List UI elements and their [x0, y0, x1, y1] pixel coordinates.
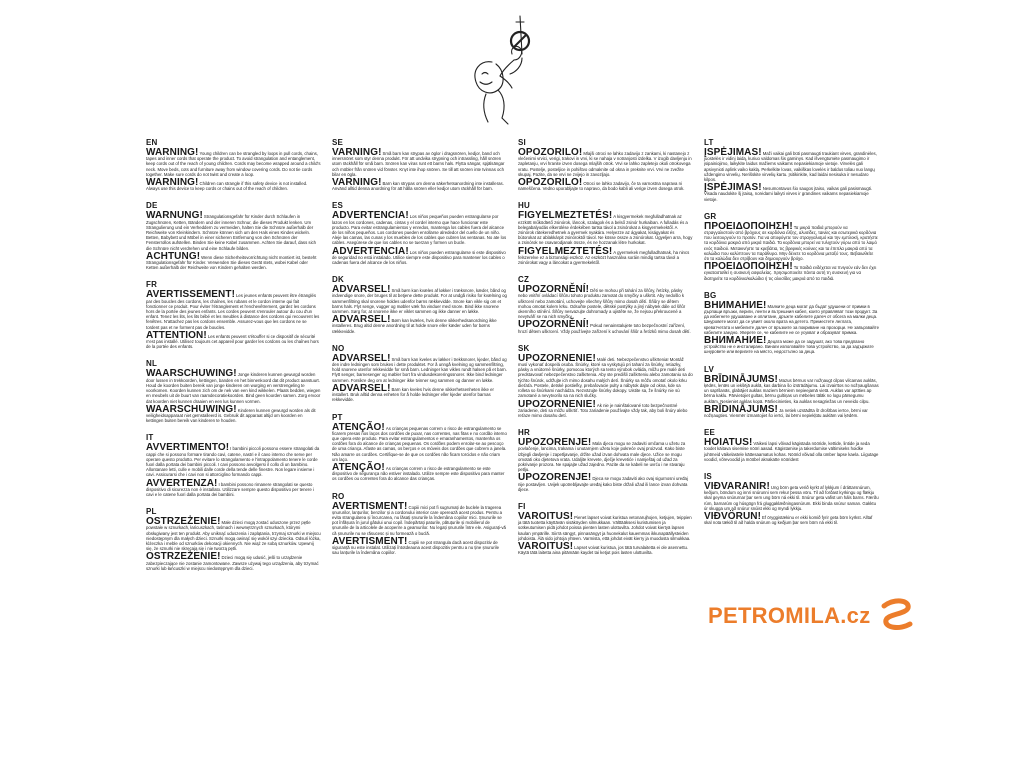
warning-heading: AVERTISMENT! [332, 535, 408, 547]
language-section-cz [518, 275, 693, 334]
warning-text: Copiii se pot strangula dacă acest dispozitiv de siguranță nu este instalat. Utilizați întotdeauna acest dispozitiv pentru a nu ține șnururile sau lanțurile la îndemâna copiilor. [332, 539, 499, 556]
warning-heading: FIGYELMEZTETÉS! [518, 210, 613, 222]
language-section-is [704, 472, 879, 525]
child-pulling-cord-illustration [462, 14, 562, 126]
warning-heading: ATTENTION! [146, 329, 207, 341]
warning-text: Децата може да се задушат, ако това предпазно устройство не е инсталирано. Винаги използвайте това устройство, за да задържате шнуровете или веригите на място, недостъпно за деца. [704, 339, 874, 355]
warning-text: Ak nie je nainštalované toto bezpečnostné zariadenie, deti sa môžu uškrtiť. Toto zariadenie používajte vždy tak, aby boli šnúry alebo reťaze mimo dosahu detí. [518, 402, 688, 418]
warning-text: Barn kan strypas om denna säkerhetsanordning inte installeras. Använd alltid denna anordning för att hålla snören eller kedjor utom räckhåll för barn. [332, 181, 504, 192]
language-section-es [332, 201, 507, 265]
warning-heading: WARNUNG! [146, 210, 203, 222]
warning-heading: AVERTISSEMENT! [146, 289, 235, 301]
warning-paragraph [146, 147, 321, 177]
warning-paragraph [332, 500, 507, 536]
warning-paragraph [704, 261, 879, 281]
warning-text: A gyermekek megfulladhatnak, ha nincs felszerelve ez a biztonsági eszköz. Az eszközt használva soráin mindig tartsa távol a zsinórokat vagy a láncokat a gyermekektől. [518, 249, 690, 266]
warning-paragraph [518, 210, 693, 246]
warning-text: Små barn kan strypas av öglor i dragsnören, kedjor, band och innersnöret som styr denna produkt. För att undvika strypning och intrassling, håll snören utom räckhåll för små barn. Snören kan viras runt ett barns hals. Flytta sängar, spjälsängar och möbler från snören vid fönster. Knyt inte ihop snören. Se till att snören inte tvinnas och bilar en ögla. [332, 151, 505, 177]
warning-text: Los niños pequeños pueden estrangularse por lazos en los cordones, cadenas, cintas y el cordel interno que hace funcionar este producto. Para evitar estrangulamientos y enredos, mantenga los cables fuera del alcance de los niños pequeños. Los cordones pueden enrollarse alrededor del cuello de un niño. Aleje las camas, las cunas y los muebles de los cables que cubren las ventanas. No ate los cables. Asegúrese de que los cables no se tuerzan y formen un bucle. [332, 214, 507, 246]
warning-heading: BRĪDINĀJUMS! [704, 403, 778, 415]
warning-paragraph [332, 284, 507, 315]
language-code: SI [518, 138, 526, 147]
warning-text: Pokud nenainstalujete toto bezpečnostní zařízení, hrozí dětem uškrcení. Vždy používejte zařízení k uchování šňůr a řetízků mimo dosah dětí. [518, 323, 691, 334]
language-section-lv [704, 365, 879, 418]
warning-paragraph [518, 398, 693, 419]
language-code: DK [332, 275, 344, 285]
language-code: HR [518, 428, 530, 438]
warning-column-4 [704, 138, 879, 535]
language-code: NO [332, 343, 345, 353]
language-code: FR [146, 280, 158, 290]
warning-paragraph [332, 461, 507, 482]
language-section-en [146, 138, 321, 191]
warning-text: Lapset voivat kuristua, jos tätä turvalaitetta ei ole asennettu. Käytä tätä laitetta aina pitämään kaydet tai ketjut pois lasten ulottuvilta. [518, 544, 689, 556]
warning-heading: HOIATUS! [704, 437, 753, 449]
warning-heading: OSTRZEŻENIE! [146, 516, 221, 528]
language-code: DE [146, 201, 158, 211]
language-section-de [146, 201, 321, 270]
warning-heading: BRĪDINĀJUMS! [704, 373, 778, 385]
warning-heading: FIGYELMEZTETÉS! [518, 245, 613, 257]
warning-heading: WAARSCHUWING! [146, 368, 237, 380]
warning-text: Τα μικρά παιδιά μπορούν να στραγγαλιστούν από βρόχους σε κορδόνια έλξης, αλυσίδες, ταινίες και εσωτερικά κορδόνια που λειτουργούν το προϊόν. Για να αποφύγετε τον στραγγαλισμό και την εμπλοκή, κρατήστε τα κορδόνια μακριά από μικρά παιδιά. Τα κορδόνια μπορεί να τυλιχτούν γύρω από το λαιμό ενός παιδιού. Μετακινήστε τα κρεβάτια, τις βρεφικές κούνιες και τα έπιπλα μακριά από τα καλώδια που καλύπτουν τα παράθυρα. Μην δένετε τα κορδόνια μεταξύ τους. Βεβαιωθείτε ότι τα καλώδια δεν στρίβουν και δημιουργούν βρόχο. [704, 224, 878, 262]
warning-text: Små børn kan kvæles af løkker i træksnore, kæder, bånd og indvendige snore, der bruges til at betjene dette produkt. For at undgå risiko for kvælning og sammenfiltring skal snorene holdes udenfor børns rækkevidde. Snore kan vikle sig om et barns hals. Flyt senge, vugger og møbler væk fra vinduer med snore. Bind ikke snorene sammen. Sørg for, at snorene ikke er viklet sammen og ikke danner en løkke. [332, 288, 507, 315]
language-section-fr [146, 280, 321, 349]
warning-heading: OSTRZEŻENIE! [146, 551, 221, 563]
language-section-bg [704, 291, 879, 355]
warning-paragraph [518, 472, 693, 492]
warning-heading: WAARSCHUWING! [146, 403, 237, 415]
warning-heading: ADVERTENCIA! [332, 210, 409, 222]
language-code: SK [518, 343, 530, 353]
warning-text: Les jeunes enfants peuvent être étranglés par des boucles des cordons, les chaînes, les rubans et le cordon interne qui fait fonctionner ce produit. Pour éviter l'étranglement et l'enchevêtrement, gardez les cordons hors de la portée des jeunes enfants. Les cordes peuvent s'enrouler autour du cou d'un enfant. Tenez les lits, les lits bébé et les meubles à distance des cordons qui recouvrent les fenêtres. N'attachez pas les cordons ensemble. Assurez-vous que les cordons ne se tordent pas et ne forment pas de boucles. [146, 293, 320, 330]
warning-paragraph [704, 147, 879, 183]
warning-text: Děti se mohou při tahání za šňůry, řetízky, pásky nebo vnitřní ovládací šňůru tohoto produktu zamotat do smyčky a uškrtit. Aby nedošlo k uškrcení nebo zamotání, uchovejte všechny šňůry mimo dosah dětí. Šňůry se dětem mohou omotat kolem krku. Odsuňte postele, dětské postýlky a jiný nábytek dále od šňůr okenního stínění. Šňůry nesvazujte dohromady a ujistěte se, že nejsou překroucené a nevytváří se na nich smyčky. [518, 288, 686, 320]
warning-text: Wenn diese Sicherheitsvorrichtung nicht montiert ist, besteht Strangulationsgefahr für Kinder. Verwenden Sie dieses Gerät stets, wobei Kabel oder Ketten außerhalb der Reichweite von Kindern gehalten werden. [146, 254, 317, 271]
language-section-hu [518, 201, 693, 265]
warning-paragraph [332, 177, 507, 192]
warning-paragraph [518, 284, 693, 320]
warning-text: Otroci se lahko zadavijo, če ta varnostna naprava ni nameščena. Vedno uporabljajte to napravo, da bodo kabli ali verige izven dosega otrok. [518, 181, 685, 192]
language-code: NL [146, 359, 158, 369]
warning-paragraph [518, 245, 693, 266]
language-code: EN [146, 138, 158, 147]
warning-heading: WARNING! [146, 147, 199, 158]
warning-text: Strangulationsgefahr für Kinder durch Schlaufen in Zugschnüren, Ketten, Bändern und der inneren Schnur, die dieses Produkt lenken. Um Strangulierung und ein Verheddern zu vermeiden, halten Sie die Schnüre außerhalb der Reichweite von Kleinkindern. Schnüre können sich um den Hals eines Kindes wickeln. Betten, Babybett und Möbel in einer sicheren Entfernung von den Schnüren der Fensterrollos aufstellen. Binden Sie keine Kabel zusammen. Achten Sie darauf, dass sich die Schnüre nicht verdrehen und eine Schlaufe bilden. [146, 214, 317, 251]
warning-heading: ĮSPĖJIMAS! [704, 147, 762, 158]
language-code: ES [332, 201, 344, 211]
language-section-si [518, 138, 693, 191]
language-code: LT [704, 138, 714, 147]
warning-text: Mlajši otroci se lahko zadavijo z zankami, ki nastanejo z vlečenimi vrvici, verigi, trakovi in vrvi, ki se nahaja v notranjosti izdelka. V izogib davljenju in zapletanju, vrvi hranite izven dosega mlajših otrok. Vrvi se lahko zapletejo okoli otrokovega vratu. Postelje, posteljice in pohištvo odmaknite od okna in preknite vrvi. Vrvi ne zvežite skupaj. Pazite, da se vrvi ne zvijejo in zavozljajo. [518, 151, 692, 177]
warning-text: Les enfants peuvent s'étouffer si ce dispositif de sécurité n'est pas installé. Utilisez toujours cet appareil pour garder les cordons ou les chaînes hors de la portée des enfants. [146, 333, 319, 350]
warning-paragraph [704, 403, 879, 418]
warning-heading: ADVARSEL! [332, 314, 391, 326]
warning-column-2 [332, 138, 507, 565]
warning-heading: ĮSPĖJIMAS! [704, 182, 762, 194]
language-section-dk [332, 275, 507, 334]
warning-paragraph [146, 403, 321, 424]
warning-column-3 [518, 138, 693, 565]
warning-paragraph [146, 551, 321, 571]
language-section-se [332, 138, 507, 191]
warning-heading: UPOZORNĚNÍ! [518, 284, 590, 296]
warning-heading: AVVERTENZA! [146, 477, 218, 489]
language-code: LV [704, 364, 715, 374]
language-code: EE [704, 428, 716, 438]
language-section-ee [704, 428, 879, 462]
language-section-it [146, 433, 321, 497]
warning-text: Children can strangle if this safety device is not installed. Always use this device to keep cords or chains out of the reach of children. [146, 181, 308, 192]
warning-heading: ATENÇÃO! [332, 461, 385, 473]
warning-heading: VARNING! [332, 177, 382, 189]
warning-heading: VAROITUS! [518, 540, 574, 552]
warning-text: Малките деца могат да бъдат удушени от примки в дърпащи връзки, вериги, ленти и вътрешния кабел, които управляват този продукт. За да избегнете удушаване и оплитане, дръжте кабелите далеч от обсега на малки деца. Шнуровете могат да се увият около врата на детето. Преместете леглата, креватчетата и мебелите далеч от връзките за покриване на прозорци. Не завързвайте кабелите заедно. Уверете се, че кабелите не се усукват и образуват примка. [704, 303, 879, 335]
petromila-logo [708, 598, 912, 638]
warning-heading: ADVERTENCIA! [332, 245, 409, 257]
warning-text: Barn kan kveles hvis denne sikkerhetsenheten ikke er installert. Bruk alltid denna enheten for å holde ledninger eller kjeder utenfor barnas rekkevidde. [332, 386, 494, 403]
warning-heading: ADVARSEL! [332, 284, 391, 296]
warning-heading: ADVARSEL! [332, 352, 391, 364]
warning-text: Małe dzieci mogą zostać uduszone przez pętle powstałe w sznurkach, łańcuszkach, taśmach i wewnętrznych sznurkach, którymi obsługiwany jest ten produkt. Aby uniknąć uduszenia i zaplątania, trzymaj sznurki w miejscu niedostępnym dla małych dzieci. Sznurki mogą owinąć się wokół szyi dziecka. Odsuń łóżka, łóżeczka i meble od sznurków dekoracji okiennych. Nie wiąż ze sobą sznurków. Upewnij się, że sznurki nie skręcają się i nie tworzą pętli. [146, 520, 321, 552]
warning-paragraph [146, 368, 321, 404]
warning-paragraph [332, 382, 507, 403]
warning-heading: VIÐVÖRUN! [704, 510, 762, 522]
warning-text: Los niños pueden estrangularse si este dispositivo de seguridad no está instalado. Utilice siempre este dispositivo para mantener los cables o cadenas fuera del alcance de los niños. [332, 249, 506, 266]
warning-paragraph [518, 437, 693, 473]
warning-text: A kisgyermekek megfulladhatnak az ezzkött működtető zsinórok, láncok, szalagok és a belső zsinór hurkaiban. A fulladás és a belegabalyodás elkerülése érdekében tartsa távol a zsinórokat a kisgyermekektől. A zsinórok rátekeredhetnek a gyermek nyakára. Helyezze az ágyakat, kiságyakat és bútorokat az ablakkárpit zsinóroktól távol. Ne kösse össze a zsinórokat. Ügyeljen arra, hogy a zsinórok ne csavarodjanak össze, és ne hozzanak létre hurkokat. [518, 214, 693, 246]
language-code: CZ [518, 275, 530, 285]
warning-text: Ja netiek uzstādīta šī drošības ierīce, bērni var nožņaugties. Vienmēr izmantojiet šo ierīci, lai bērni nepiekļūtu auklām vai ķēdēm. [704, 407, 868, 418]
language-code: HU [518, 201, 530, 211]
warning-text: Mala djeca mogu se zadaviti omčama u užetu za povlačenje, lancima, trakama i unutarnjem užetu koje pokreće ovaj proizvod. Kako biste izbjegli davljenje i zapetljavanje, držite užad izvan dohvata male djece. Užice se mogu omotati oko djetetova vrata. Udaljite krevete, dječje krevetiće i namještaj od užad za pokrivanje prozora. Ne spajajte užad zajedno. Pazite da se kabeli ne uvrću i ne stvaraju petlju. [518, 441, 686, 473]
warning-paragraph [146, 177, 321, 192]
warning-text: Djeca se mogu zadaviti ako ovaj sigurnosni uređaj nije postavljen. Uvijek upotrebljavajte uređaj kako biste držali užad ili lance izvan dohvata djece. [518, 476, 688, 492]
warning-text: Børn kan kvæles, hvis denne sikkerhedsanordning ikke installeres. Brug altid denne anordning til at holde snore eller kæder uden for børns rækkevidde. [332, 318, 497, 334]
warning-paragraph [704, 299, 879, 335]
warning-column-1 [146, 138, 321, 581]
language-section-ro [332, 492, 507, 556]
warning-paragraph [332, 421, 507, 462]
warning-text: Pienet lapset voivat kuristua vetonarujhojen, ketjujen, teippien ja tätä tuotetta käyttävän sisäköyden silmukkaan. Välttääksesi kuristumisen ja sotkeutumisen pidä johdot poissa pienten lasten ulottuvilta. Johdot voivat kiertyä lapsen kaulan ympärille. Siirrä sängyt, pinnasängyt ja huonekalut kauemmas ikkunapäällysteiden johdoista. Älä sido johtoja yhteen. Varmista, että johdot eivät kierry ja muodosta silmukkaa. [518, 514, 692, 541]
warning-text: Copiii mici pot fi sugrumați de buclele la tragerea șnururilor, lanțurilor, benzilor și a cordonului interior care operează acest produs. Pentru a evita strangularea și încurcarea, nu lăsați șnururile la îndemâna copiilor mici. Șnururile se pot înfășura în jurul gâtului unui copil. Îndepărtați paturile, pătuțurile și mobilierul de șnururile de la articolele de acoperire a geamurilor. Nu legați șnururile între ele. Asigurați-vă că șnururile nu se răsucesc și nu formează o buclă. [332, 504, 506, 536]
warning-heading: ACHTUNG! [146, 250, 201, 262]
warning-heading: ВНИМАНИЕ! [704, 299, 767, 311]
warning-paragraph [146, 210, 321, 251]
warning-text: Ef öryggistækinu er ekki komið fyrir geta börn kyrkst. Alltaf skal nota tækið til að halda snúrum og keðjum þar sem börn ná ekki til. [704, 514, 873, 526]
warning-heading: VAROITUS! [518, 510, 574, 522]
language-section-lt [704, 138, 879, 202]
brand-swirl-icon [880, 598, 914, 634]
language-section-sk [518, 344, 693, 418]
warning-heading: ВНИМАНИЕ! [704, 335, 767, 347]
language-code: FI [518, 501, 526, 511]
warning-text: Små barn kan kveles av løkker i trekksnorer, kjeder, bånd og den indre ledningen som brukes i dette produktet. For å unngå kvelning og sammenfiltring, hold snorene utenfor rekkevidde for små barn. Ledninger kan vikles rundt halsen på et barn. Flytt senger, barnesenger og møbler bort fra vindusdekoreringssnorer. Ikke bind ledninger sammen. Forsikre deg om at ledninger ikke tvinner seg sammen og danner en løkke. [332, 356, 507, 383]
language-code: BG [704, 290, 717, 300]
warning-paragraph [518, 319, 693, 334]
warning-paragraph [146, 329, 321, 350]
warning-paragraph [518, 510, 693, 541]
warning-paragraph [332, 210, 507, 246]
warning-text: Maži vaikai gali būti pasmaugti traukiant virves, grandinėles, juostelės ir vidinį laidą, kuriuo valdomas šis gaminys. Kad išvengtumėte pasmaugimo ir įsipainiojimo, laikykite laidus mažiems vaikams nepasiekiamoje vietoje. Virvelės gali apsivynioti aplink vaiko kaklą. Perkelkite lovas, vaikiškas lovelės ir baldus toliau nuo langų uždengimo virvelių. Nerišskite virvelių kartu. Įsitikinkite, kad laidai nesisuka ir nesudaro kilpos. [704, 151, 877, 183]
warning-paragraph [518, 147, 693, 177]
language-section-fi [518, 502, 693, 555]
warning-heading: VARNING! [332, 147, 382, 158]
language-code: PT [332, 412, 343, 422]
language-code: IS [704, 471, 712, 481]
warning-paragraph [704, 182, 879, 202]
warning-paragraph [704, 335, 879, 355]
warning-text: I bambini piccoli possono essere strangolati da cappi che si possono formare tirando cavi, catene, nastri e il cavo interno che serve per operare questo prodotto. Per evitare lo strangolamento e l'intrappolamento tenere le corde fuori dalla portata dei bambini piccoli. I cavi possono avvolgersi il collo di un bambino. Allontanare letti, culle e mobili dalle corde della tende delle finestre. Non legare insieme i cavi. Assicurarsi che i cavi non si attorciglino formando cappi. [146, 446, 320, 478]
warning-heading: UPOZORENJE! [518, 437, 592, 449]
warning-heading: ADVARSEL! [332, 382, 391, 394]
language-section-hr [518, 428, 693, 492]
warning-paragraph [704, 480, 879, 511]
warning-heading: ΠΡΟΕΙΔΟΠΟΙΗΣΗ! [704, 220, 793, 232]
warning-paragraph [146, 516, 321, 552]
warning-heading: UPOZORNĚNÍ! [518, 319, 590, 331]
warning-text: Mazus bērnus var nožņaugt cilpas vilcamas auklās, ķēdēs, lentēs un iekšējā auklā, kas darbina šo izstrādājumu. Lai izvairītos no nožņaugšanas un sapīšanās, glabājiet auklas maziem bērniem nepieejamā vietā. Auklas var aptīties ap bērna kaklu. Pārvietojiet gultas, bērnu gultiņas un mēbeles tālāk no logu pārsegumu auklām. Nesieniet auklas kopā. Pārliecinieties, ka auklas nesagriežas un neveido cilpu. [704, 377, 879, 404]
warning-heading: ATENÇÃO! [332, 421, 385, 433]
warning-text: I bambini possono rimanere strangolati se questo dispositivo di sicurezza non è installato. Utilizzare sempre questo dispositivo per tenere i cavi e le catene fuori dalla portata dei bambini. [146, 481, 314, 497]
warning-heading: OPOZORILO! [518, 177, 583, 189]
warning-heading: UPOZORENJE! [518, 472, 592, 484]
warning-text: As crianças correm o risco de estrangulamento se este dispositivo de segurança não estiver instalado. Utilize sempre este dispositivo para manter os cordões ou correntes fora do alcance das crianças. [332, 465, 505, 482]
warning-text: As crianças pequenas correm o risco de estrangulamento se ficarem presas nos laços dos cordões de puxar, nas correntes, nas fitas e no cordão interno que opera este produto. Para evitar estrangulamentos e emaranhamentos, mantenha os cordões fora do alcance de crianças pequenas. Os cordões podem enrolar-se ao pescoço de uma criança. Afaste as camas, os berços e os móveis dos cordões que cobrem a janela. Não amarre os cordões. Certifique-se de que os cordões não ficam torcidos e não criam um laço. [332, 425, 507, 462]
warning-paragraph [332, 147, 507, 177]
language-code: RO [332, 491, 345, 501]
warning-paragraph [704, 510, 879, 526]
language-code: GR [704, 211, 717, 221]
warning-paragraph [704, 373, 879, 404]
language-section-pl [146, 507, 321, 571]
warning-paragraph [146, 442, 321, 478]
warning-paragraph [146, 250, 321, 271]
warning-text: Ung börn geta verið kyrkt af lykkjum í dráttarsnúrum, keðjum, böndum og innri snúrunni sem rekur þessa vöru. Til að forðast kyrkingu og flækju skal geyma snúrurnar þar sem ung börn ná ekki til. Snúrur geta vafist um háls barns. Færðu rúm, barnarúm og húsgögn frá gluggaklæðningasnúrum. Ekki binda snúrur saman. Gakktu úr skugga um að snúrur snúist ekki og myndi lykkju. [704, 484, 879, 511]
brand-name: PETROMILA.cz [708, 603, 871, 628]
language-section-no [332, 344, 507, 403]
warning-text: Jonge kinderen kunnen gewurgd worden door lussen in trekkoorden, kettingen, banden en het binnenkoord dat dit product aanstuurt. Houd de koorden buiten bereik van jonge kinderen om wurging en verstrengeling te voorkomen. Koorden kunnen zich om de nek van een kind wikkelen. Plaats bedden, wiegen en meubels uit de buurt van raamdecoratiekoorden. Bind geen koorden samen. Zorg ervoor dat koorden niet kunnen draaien en een lus kunnen vormen. [146, 372, 321, 404]
warning-text: Τα παιδιά ενδέχεται να πνιγούν εάν δεν έχει εγκατασταθεί η συσκευή ασφαλείας. Χρησιμοποιείτε πάντα αυτή τη συσκευή για να διατηρείτε τα κορδόνια/καλώδια ή τις αλυσίδες μακριά από τα παιδιά. [704, 265, 877, 281]
warning-paragraph [332, 314, 507, 334]
warning-paragraph [146, 477, 321, 498]
warning-paragraph [518, 177, 693, 192]
warning-paragraph [704, 220, 879, 262]
warning-heading: VIÐVARANIR! [704, 480, 770, 492]
warning-paragraph [518, 540, 693, 556]
warning-heading: ΠΡΟΕΙΔΟΠΟΙΗΣΗ! [704, 261, 793, 273]
warning-text: Young children can be strangled by loops in pull cords, chains, tapes and inner cords that operate the product. To avoid strangulation and entanglement, keep cords out of the reach of young children. Cords may become wrapped around a child's neck. Move beds, cots and furniture away from window covering cords. Do not tie cords together. Make sure cords do not twist and create a loop. [146, 151, 321, 177]
language-code: IT [146, 433, 154, 443]
warning-heading: AVVERTIMENTO! [146, 442, 230, 454]
warning-paragraph [704, 437, 879, 462]
warning-paragraph [518, 352, 693, 399]
language-section-nl [146, 359, 321, 423]
warning-heading: UPOZORNENIE! [518, 398, 596, 410]
warning-heading: OPOZORILO! [518, 147, 583, 158]
warning-text: Kinderen kunnen gewurgd worden als dit veiligheidsapparaat niet geïnstalleerd is. Gebruik dit apparaat altijd om koorden en kettingen buiten bereik van kinderen te houden. [146, 407, 316, 424]
language-code: PL [146, 507, 157, 517]
warning-text: Dzieci mogą się udusić, jeśli to urządzenie zabezpieczające nie zostanie zamontowane. Zawsze używaj tego urządzenia, aby trzymać sznurki lub łańcuszki w miejscu niedostępnym dla dzieci. [146, 555, 319, 571]
language-code: SE [332, 138, 344, 147]
warning-paragraph [332, 352, 507, 383]
warning-paragraph [332, 245, 507, 266]
warning-text: Nesumontavus šio saugos įtaiso, vaikas gali pasismaugti. Visada naudokite šį įtaisą, norėdami laikyti virves ir grandines vaikams nepasiekiamoje vietoje. [704, 186, 873, 202]
warning-paragraph [332, 535, 507, 556]
language-section-gr [704, 212, 879, 281]
warning-heading: WARNING! [146, 177, 199, 189]
warning-heading: AVERTISMENT! [332, 500, 408, 512]
warning-heading: UPOZORNENIE! [518, 352, 596, 364]
language-section-pt [332, 413, 507, 482]
warning-text: Malé deti. Nebezpečenstvo uškrtenia! Montáž musí vykonať dospelá osoba. Šnúrky, ktoré sa vyskytujú pri tahaní za šnúrky, retiazky, pásky a vnútorné šnúrky, pomocou ktorých sa tento výrobok ovláda, môžu pre malé deti predstavovať nebezpečenstvo zaškrtenia. Aby ste predišli zaškrteniu alebo zamotaniu sa do týchto šnúrok, udržujte ich mimo dosahu malých detí. Šnúrky sa môžu omotať okolo krku dieťaťa. Postele, detské postieľky, prebaľovacie pulty a nábytok dajte od okna, kde sa rolleta so šnúrkami nachádza. Nezväzujte šnúrky dokopy. Uistite sa, že šnúrky nie sú zamotané a nevytvorilo sa na nich slučky. [518, 356, 693, 399]
warning-paragraph [146, 289, 321, 330]
warning-text: Väikesi lapsi võivad kägistada nööride, kettide, lintide ja seda toodet käitava sisemise nööri aasad. Kägistamise ja takerdumise vältimiseks hoidke juhtmeid väikelastele kättesaamatus kohas. Nöörid võivad olla ümber lapse kaela. Liigutage voodid, võrevoodid ja mööbel aknakatte nööridest [704, 441, 879, 462]
